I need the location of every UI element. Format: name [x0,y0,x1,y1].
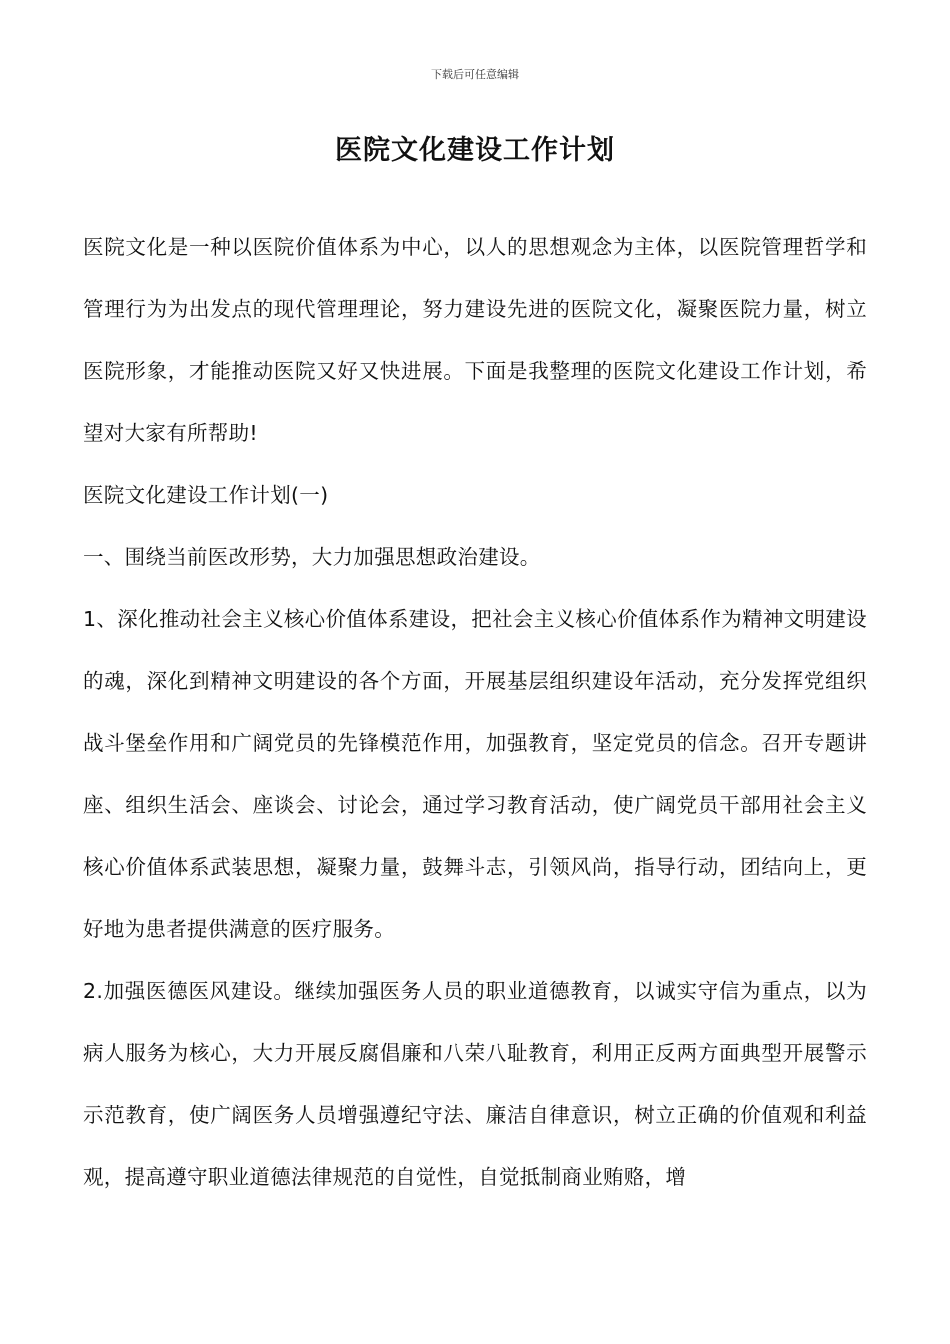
intro-paragraph: 医院文化是一种以医院价值体系为中心，以人的思想观念为主体，以医院管理哲学和管理行为为出发点的现代管理理论，努力建设先进的医院文化，凝聚医院力量，树立医院形象，才能推动医院又好又快进展。下面是我整理的医院文化建设工作计划，希望对大家有所帮助! [83,235,867,445]
subsection-heading: 一、围绕当前医改形势，大力加强思想政治建设。 [83,545,541,569]
header-note: 下载后可任意编辑 [431,68,519,81]
document-title: 医院文化建设工作计划 [335,135,615,166]
body-paragraph: 2.加强医德医风建设。继续加强医务人员的职业道德教育，以诚实守信为重点，以为病人服务为核心，大力开展反腐倡廉和八荣八耻教育，利用正反两方面典型开展警示示范教育，使广阔医务人员增强遵纪守法、廉洁自律意识，树立正确的价值观和利益观，提高遵守职业道德法律规范的自觉性，自觉抵制商业贿赂，增 [83,979,867,1189]
body-paragraph: 1、深化推动社会主义核心价值体系建设，把社会主义核心价值体系作为精神文明建设的魂，深化到精神文明建设的各个方面，开展基层组织建设年活动，充分发挥党组织战斗堡垒作用和广阔党员的先锋模范作用，加强教育，坚定党员的信念。召开专题讲座、组织生活会、座谈会、讨论会，通过学习教育活动，使广阔党员干部用社会主义核心价值体系武装思想，凝聚力量，鼓舞斗志，引领风尚，指导行动，团结向上，更好地为患者提供满意的医疗服务。 [83,607,867,941]
section-heading: 医院文化建设工作计划(一) [83,483,329,507]
document-body [83,216,867,1208]
